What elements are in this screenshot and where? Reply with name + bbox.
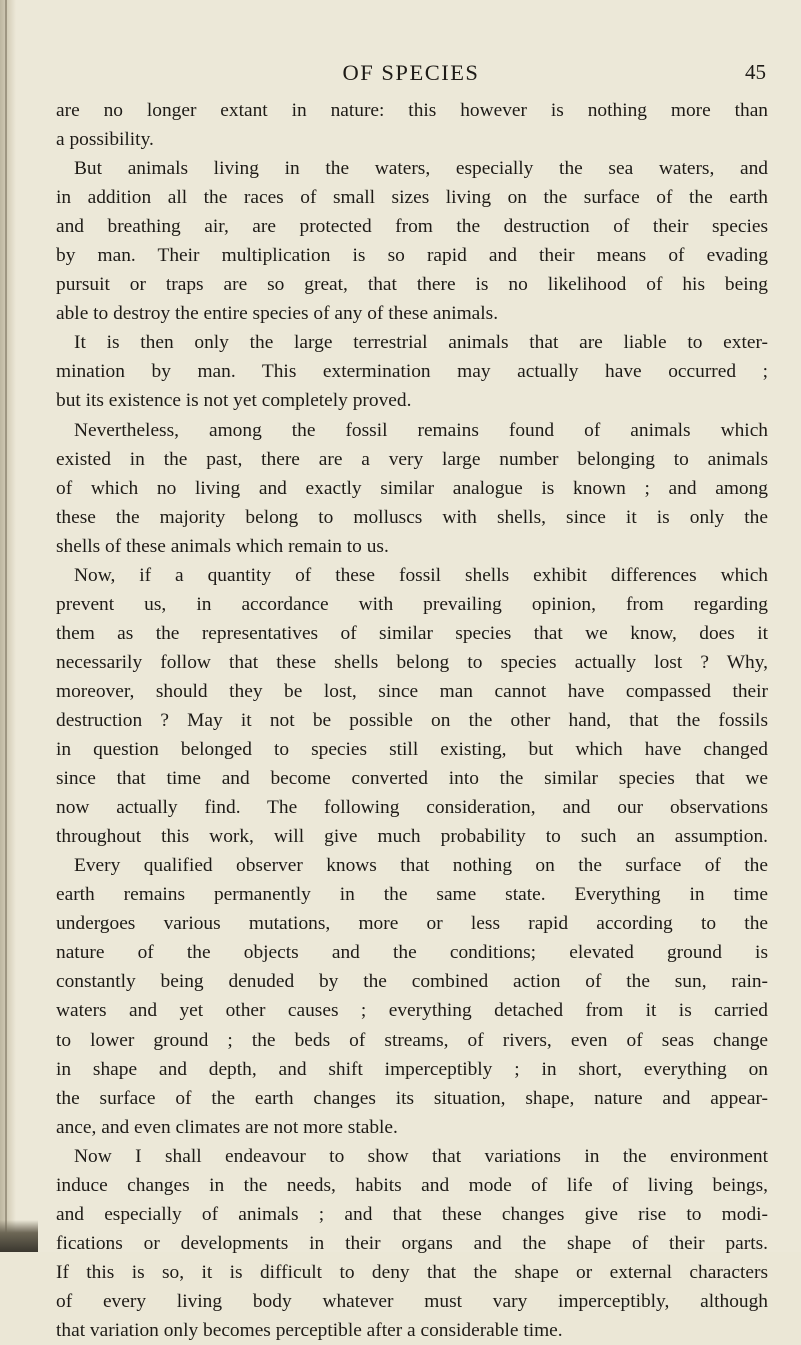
text-line: waters and yet other causes ; everything detached from it is carried <box>56 1000 768 1022</box>
text-line: ance, and even climates are not more stable. <box>56 1116 398 1138</box>
text-line: earth remains permanently in the same state. Everything in time <box>56 884 768 906</box>
text-line: If this is so, it is difficult to deny that the shape or external characters <box>56 1261 768 1283</box>
text-line: them as the representatives of similar species that we know, does it <box>56 622 768 644</box>
text-line: moreover, should they be lost, since man cannot have compassed their <box>56 680 768 702</box>
text-line: these the majority belong to molluscs with shells, since it is only the <box>56 506 768 528</box>
running-header <box>56 60 766 90</box>
text-line: Now I shall endeavour to show that variations in the environment <box>74 1145 768 1167</box>
text-line: existed in the past, there are a very large number belonging to animals <box>56 448 768 470</box>
text-line: by man. Their multiplication is so rapid and their means of evading <box>56 245 768 267</box>
text-line: induce changes in the needs, habits and mode of life of living beings, <box>56 1174 768 1196</box>
text-line: mination by man. This extermination may actually have occurred ; <box>56 361 768 383</box>
text-line: Now, if a quantity of these fossil shells exhibit differences which <box>74 564 768 586</box>
text-line: It is then only the large terrestrial animals that are liable to exter- <box>74 332 768 354</box>
page-number: 45 <box>745 60 766 84</box>
body-text <box>56 96 768 1345</box>
text-line: fications or developments in their organs and the shape of their parts. <box>56 1232 768 1254</box>
text-line: and especially of animals ; and that these changes give rise to modi- <box>56 1203 768 1225</box>
text-line: throughout this work, will give much probability to such an assumption. <box>56 826 768 848</box>
text-line: a possibility. <box>56 129 154 151</box>
text-line: in addition all the races of small sizes living on the surface of the earth <box>56 187 768 209</box>
running-title: OF SPECIES <box>342 60 480 85</box>
text-line: to lower ground ; the beds of streams, of rivers, even of seas change <box>56 1029 768 1051</box>
text-line: in question belonged to species still existing, but which have changed <box>56 739 768 761</box>
text-line: but its existence is not yet completely proved. <box>56 390 412 412</box>
text-line: nature of the objects and the conditions; elevated ground is <box>56 942 768 964</box>
text-line: in shape and depth, and shift imperceptibly ; in short, everything on <box>56 1058 768 1080</box>
text-line: pursuit or traps are so great, that there is no likelihood of his being <box>56 274 768 296</box>
text-line: constantly being denuded by the combined action of the sun, rain- <box>56 971 768 993</box>
text-line: necessarily follow that these shells belong to species actually lost ? Why, <box>56 651 768 673</box>
text-line: and breathing air, are protected from the destruction of their species <box>56 216 768 238</box>
text-line: Nevertheless, among the fossil remains found of animals which <box>74 419 768 441</box>
text-line: the surface of the earth changes its situation, shape, nature and appear- <box>56 1087 768 1109</box>
text-line: of every living body whatever must vary imperceptibly, although <box>56 1290 768 1312</box>
page-gutter-shadow <box>0 0 16 1252</box>
text-line: of which no living and exactly similar analogue is known ; and among <box>56 477 768 499</box>
text-line: prevent us, in accordance with prevailing opinion, from regarding <box>56 593 768 615</box>
text-line: But animals living in the waters, especially the sea waters, and <box>74 158 768 180</box>
text-line: now actually find. The following consideration, and our observations <box>56 797 768 819</box>
text-line: able to destroy the entire species of any of these animals. <box>56 303 499 325</box>
text-line: shells of these animals which remain to us. <box>56 535 389 557</box>
binding-edge <box>5 0 7 1252</box>
text-line: Every qualified observer knows that nothing on the surface of the <box>74 855 768 877</box>
text-line: destruction ? May it not be possible on the other hand, that the fossils <box>56 709 768 731</box>
text-line: are no longer extant in nature: this however is nothing more than <box>56 100 768 121</box>
page-corner-shadow <box>0 1220 38 1252</box>
text-line: that variation only becomes perceptible after a considerable time. <box>56 1319 563 1341</box>
text-line: since that time and become converted into the similar species that we <box>56 768 768 790</box>
text-line: undergoes various mutations, more or less rapid according to the <box>56 913 768 935</box>
